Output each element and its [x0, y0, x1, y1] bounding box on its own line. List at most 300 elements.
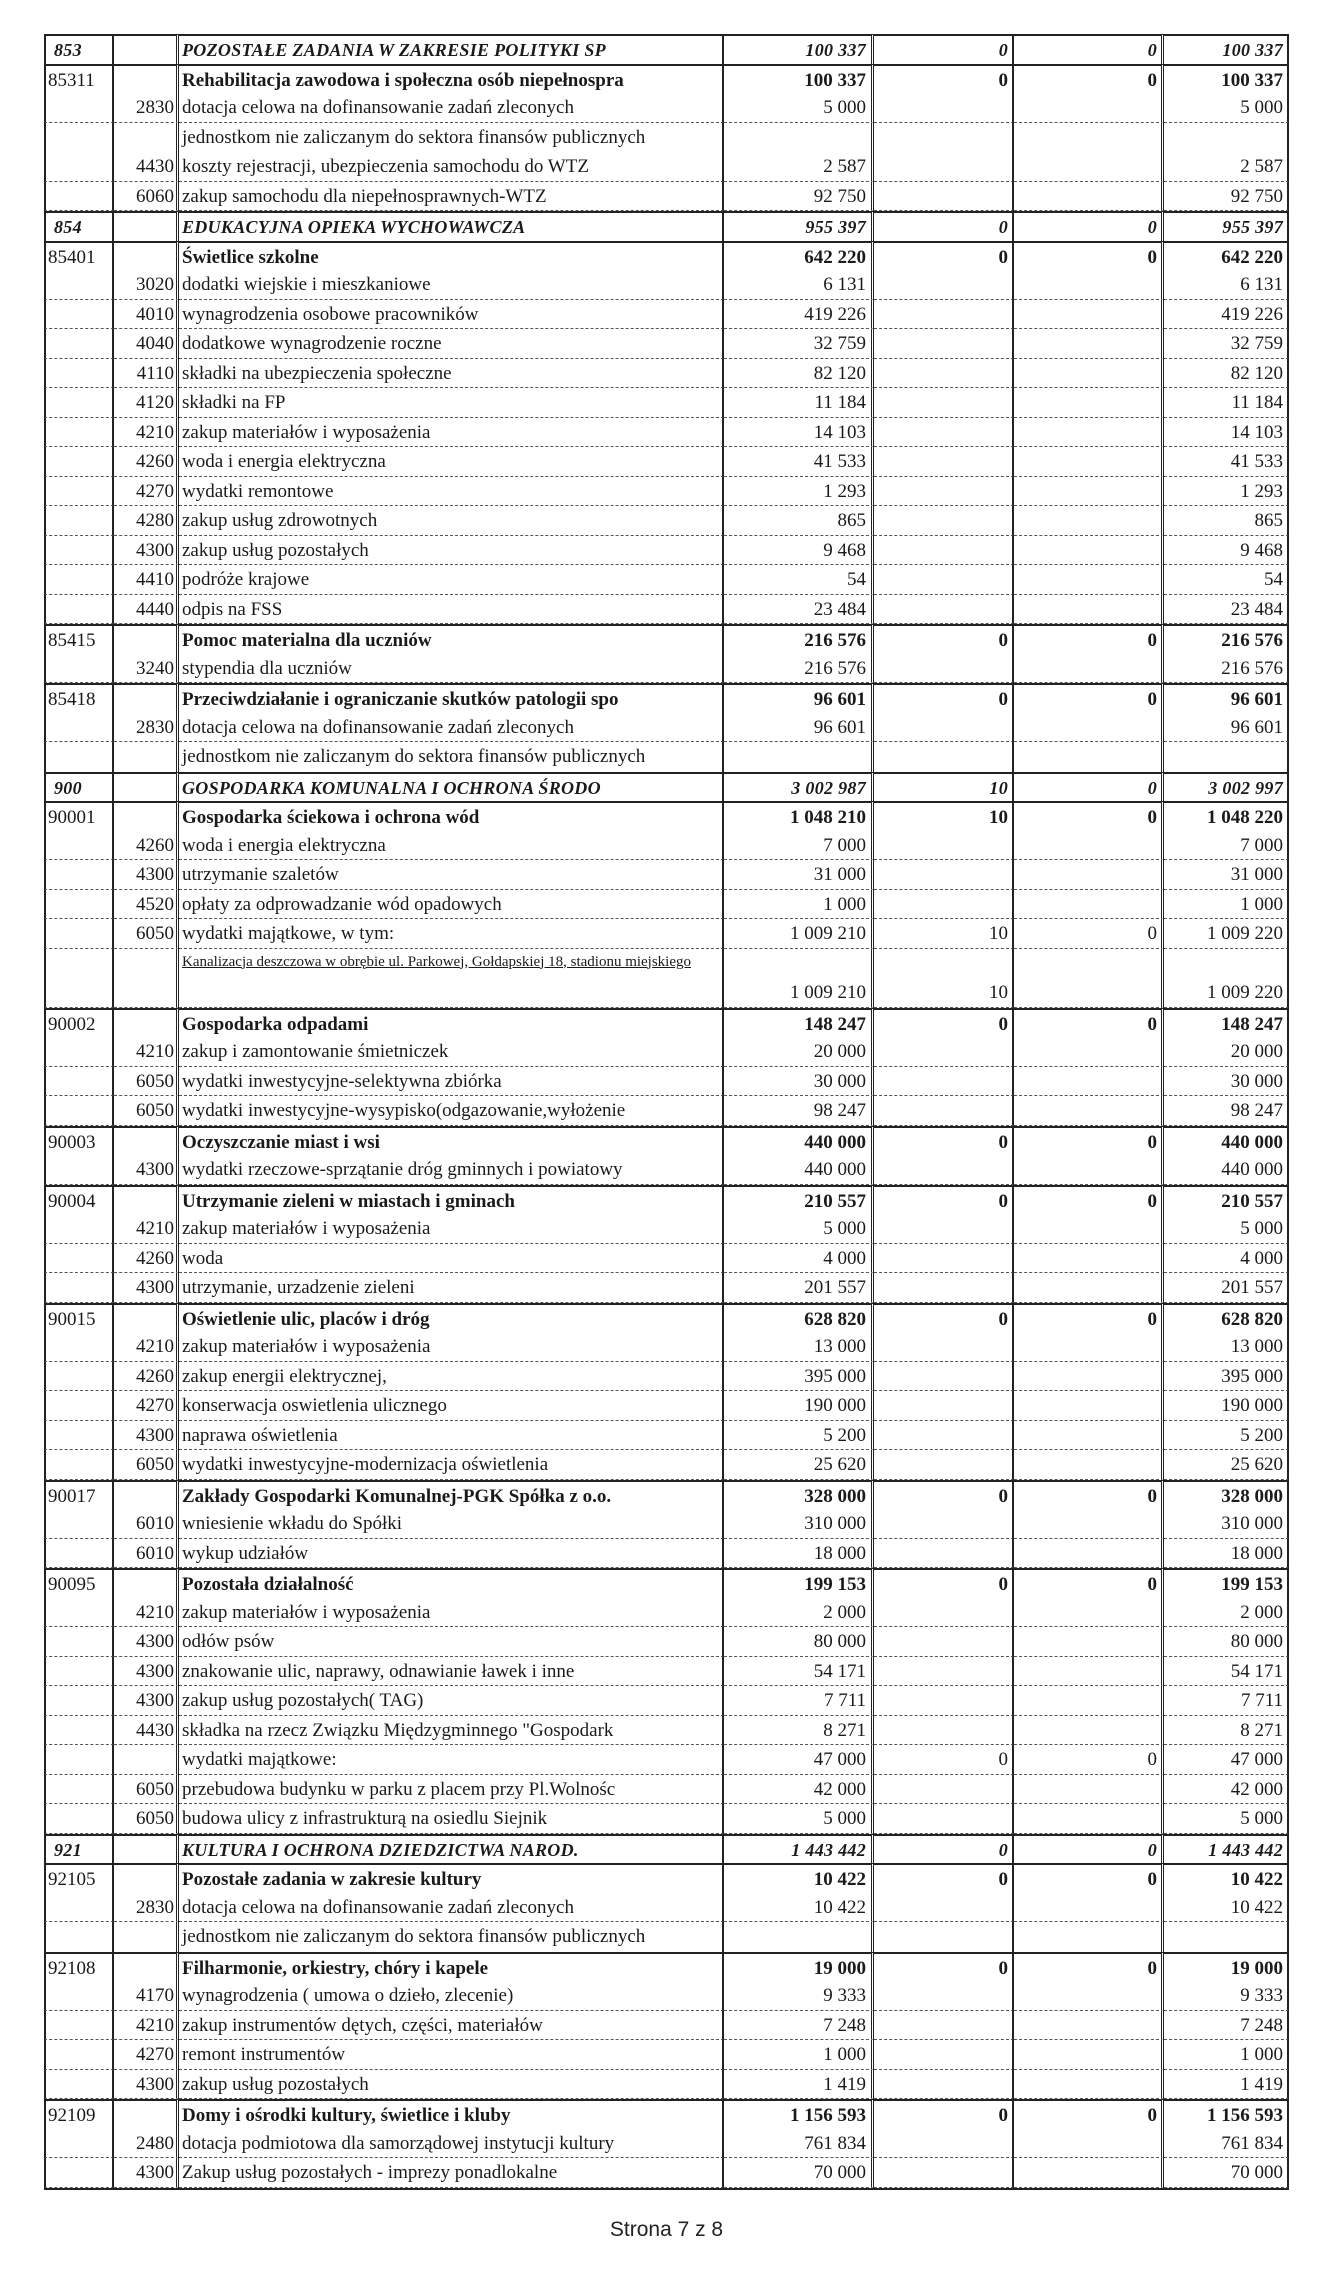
- paragraph-code: 4210: [114, 1037, 179, 1067]
- paragraph-code: 4300: [114, 1686, 179, 1716]
- increase-value: 0: [874, 1185, 1014, 1215]
- section-row: [44, 772, 1289, 802]
- plan-value: 54 171: [724, 1657, 874, 1687]
- division-code: [44, 742, 114, 772]
- decrease-value: 0: [1014, 919, 1164, 949]
- plan-value: 419 226: [724, 300, 874, 330]
- plan-value: 10 422: [724, 1863, 874, 1893]
- item-row: [44, 447, 1289, 477]
- item-description: Utrzymanie zieleni w miastach i gminach: [179, 1185, 724, 1215]
- increase-value: [874, 2158, 1014, 2188]
- increase-value: 0: [874, 1834, 1014, 1864]
- decrease-value: [1014, 506, 1164, 536]
- decrease-value: [1014, 713, 1164, 743]
- increase-value: [874, 1421, 1014, 1451]
- division-code: 90002: [44, 1008, 114, 1038]
- after-change-value: 955 397: [1164, 211, 1289, 241]
- chapter-row: [44, 1480, 1289, 1510]
- item-description: Gospodarka odpadami: [179, 1008, 724, 1038]
- division-code: [44, 329, 114, 359]
- item-description-text: jednostkom nie zaliczanym do sektora finansów publicznych: [182, 127, 651, 148]
- after-change-value: 8 271: [1164, 1716, 1289, 1746]
- plan-value: 30 000: [724, 1067, 874, 1097]
- paragraph-code: 4110: [114, 359, 179, 389]
- decrease-value: [1014, 270, 1164, 300]
- division-code: [44, 1686, 114, 1716]
- decrease-value: [1014, 1096, 1164, 1126]
- paragraph-code: [114, 34, 179, 64]
- item-description: wydatki rzeczowe-sprzątanie dróg gminnych i powiatowy: [179, 1155, 724, 1185]
- item-description: zakup samochodu dla niepełnosprawnych-WTZ: [179, 182, 724, 212]
- after-change-value: 440 000: [1164, 1155, 1289, 1185]
- decrease-value: [1014, 860, 1164, 890]
- item-description: zakup i zamontowanie śmietniczek: [179, 1037, 724, 1067]
- item-description-text: jednostkom nie zaliczanym do sektora finansów publicznych: [182, 746, 651, 767]
- division-code: [44, 359, 114, 389]
- item-description: zakup energii elektrycznej,: [179, 1362, 724, 1392]
- after-change-value: 20 000: [1164, 1037, 1289, 1067]
- item-row: [44, 1922, 1289, 1952]
- item-row: [44, 949, 1289, 1008]
- decrease-value: [1014, 447, 1164, 477]
- decrease-value: 0: [1014, 1303, 1164, 1333]
- section-row: [44, 211, 1289, 241]
- paragraph-code: [114, 683, 179, 713]
- division-code: [44, 1539, 114, 1569]
- item-description: konserwacja oswietlenia ulicznego: [179, 1391, 724, 1421]
- after-change-value: 628 820: [1164, 1303, 1289, 1333]
- after-change-value: 31 000: [1164, 860, 1289, 890]
- increase-value: [874, 1096, 1014, 1126]
- item-row: [44, 388, 1289, 418]
- item-description: GOSPODARKA KOMUNALNA I OCHRONA ŚRODO: [179, 772, 724, 802]
- division-code: [44, 1362, 114, 1392]
- decrease-value: [1014, 1214, 1164, 1244]
- page-footer: Strona 7 z 8: [609, 2218, 724, 2241]
- item-row: [44, 1539, 1289, 1569]
- plan-value: 96 601: [724, 683, 874, 713]
- after-change-value: 98 247: [1164, 1096, 1289, 1126]
- after-change-value: 1 293: [1164, 477, 1289, 507]
- paragraph-code: 4260: [114, 1244, 179, 1274]
- plan-value: 5 000: [724, 1804, 874, 1834]
- division-code: [44, 2070, 114, 2100]
- item-description: Świetlice szkolne: [179, 241, 724, 271]
- paragraph-code: 4040: [114, 329, 179, 359]
- plan-value: 5 000: [724, 93, 874, 123]
- division-code: [44, 1922, 114, 1952]
- paragraph-code: [114, 1008, 179, 1038]
- item-description: dodatkowe wynagrodzenie roczne: [179, 329, 724, 359]
- plan-value: 80 000: [724, 1627, 874, 1657]
- decrease-value: [1014, 2129, 1164, 2159]
- division-code: [44, 2011, 114, 2041]
- decrease-value: [1014, 1332, 1164, 1362]
- increase-value: [874, 1362, 1014, 1392]
- division-code: [44, 1155, 114, 1185]
- division-code: 92105: [44, 1863, 114, 1893]
- increase-value: 0: [874, 624, 1014, 654]
- division-code: [44, 831, 114, 861]
- division-code: [44, 1745, 114, 1775]
- decrease-value: 0: [1014, 1185, 1164, 1215]
- paragraph-code: 3240: [114, 654, 179, 684]
- division-code: [44, 1775, 114, 1805]
- decrease-value: [1014, 152, 1164, 182]
- decrease-value: [1014, 477, 1164, 507]
- plan-value: 14 103: [724, 418, 874, 448]
- item-row: [44, 418, 1289, 448]
- after-change-value: 70 000: [1164, 2158, 1289, 2188]
- paragraph-code: 4300: [114, 1155, 179, 1185]
- item-description: Oświetlenie ulic, placów i dróg: [179, 1303, 724, 1333]
- plan-value: 440 000: [724, 1126, 874, 1156]
- after-change-value: 13 000: [1164, 1332, 1289, 1362]
- item-description: naprawa oświetlenia: [179, 1421, 724, 1451]
- plan-value: 10 422: [724, 1893, 874, 1923]
- division-code: 85311: [44, 64, 114, 94]
- decrease-value: [1014, 1981, 1164, 2011]
- decrease-value: [1014, 1509, 1164, 1539]
- item-description: stypendia dla uczniów: [179, 654, 724, 684]
- division-code: 90001: [44, 801, 114, 831]
- plan-value: 2 000: [724, 1598, 874, 1628]
- item-row: [44, 1598, 1289, 1628]
- increase-value: [874, 1067, 1014, 1097]
- decrease-value: [1014, 1716, 1164, 1746]
- decrease-value: [1014, 595, 1164, 625]
- plan-value: 100 337: [724, 64, 874, 94]
- decrease-value: 0: [1014, 64, 1164, 94]
- plan-value: 1 156 593: [724, 2099, 874, 2129]
- after-change-value: 54: [1164, 565, 1289, 595]
- plan-value: 8 271: [724, 1716, 874, 1746]
- increase-value: [874, 1922, 1014, 1952]
- item-description: utrzymanie, urzadzenie zieleni: [179, 1273, 724, 1303]
- decrease-value: 0: [1014, 1008, 1164, 1038]
- decrease-value: [1014, 949, 1164, 1008]
- increase-value: 0: [874, 683, 1014, 713]
- plan-value: 2 587: [724, 152, 874, 182]
- chapter-row: [44, 241, 1289, 271]
- increase-value: [874, 654, 1014, 684]
- item-description: składka na rzecz Związku Międzygminnego "Gospodark: [179, 1716, 724, 1746]
- item-description: utrzymanie szaletów: [179, 860, 724, 890]
- increase-value: [874, 595, 1014, 625]
- paragraph-code: [114, 241, 179, 271]
- decrease-value: [1014, 418, 1164, 448]
- paragraph-code: 4270: [114, 477, 179, 507]
- plan-value: 440 000: [724, 1155, 874, 1185]
- plan-value: 628 820: [724, 1303, 874, 1333]
- item-description: zakup materiałów i wyposażenia: [179, 1214, 724, 1244]
- paragraph-code: 4270: [114, 2040, 179, 2070]
- plan-value: 1 048 210: [724, 801, 874, 831]
- item-row: [44, 1657, 1289, 1687]
- increase-value: [874, 152, 1014, 182]
- item-row: [44, 713, 1289, 743]
- item-description-text: jednostkom nie zaliczanym do sektora finansów publicznych: [182, 1926, 651, 1947]
- paragraph-code: [114, 801, 179, 831]
- item-description: dotacja podmiotowa dla samorządowej instytucji kultury: [179, 2129, 724, 2159]
- paragraph-code: 4210: [114, 1332, 179, 1362]
- division-code: [44, 536, 114, 566]
- item-row: [44, 1155, 1289, 1185]
- decrease-value: [1014, 1804, 1164, 1834]
- chapter-row: [44, 1185, 1289, 1215]
- increase-value: 0: [874, 1863, 1014, 1893]
- item-description: zakup materiałów i wyposażenia: [179, 418, 724, 448]
- paragraph-code: [114, 624, 179, 654]
- item-description: EDUKACYJNA OPIEKA WYCHOWAWCZA: [179, 211, 724, 241]
- item-row: [44, 1037, 1289, 1067]
- item-description: [179, 742, 724, 772]
- decrease-value: [1014, 1421, 1164, 1451]
- plan-value: 5 000: [724, 1214, 874, 1244]
- decrease-value: 0: [1014, 1126, 1164, 1156]
- division-code: 85401: [44, 241, 114, 271]
- decrease-value: [1014, 1893, 1164, 1923]
- increase-value: [874, 1598, 1014, 1628]
- item-row: [44, 860, 1289, 890]
- after-change-value: 1 048 220: [1164, 801, 1289, 831]
- after-change-value: 47 000: [1164, 1745, 1289, 1775]
- after-change-value: 7 000: [1164, 831, 1289, 861]
- after-change-value: 2 000: [1164, 1598, 1289, 1628]
- after-change-value: 80 000: [1164, 1627, 1289, 1657]
- plan-value: 98 247: [724, 1096, 874, 1126]
- division-code: 90004: [44, 1185, 114, 1215]
- item-description: zakup usług pozostałych: [179, 2070, 724, 2100]
- after-change-value: [1164, 123, 1289, 153]
- after-change-value: 11 184: [1164, 388, 1289, 418]
- item-row: [44, 1745, 1289, 1775]
- plan-value: 395 000: [724, 1362, 874, 1392]
- increase-value: [874, 477, 1014, 507]
- plan-value: 70 000: [724, 2158, 874, 2188]
- paragraph-code: 2830: [114, 93, 179, 123]
- chapter-row: [44, 1568, 1289, 1598]
- increase-value: [874, 1981, 1014, 2011]
- decrease-value: [1014, 388, 1164, 418]
- item-row: [44, 1509, 1289, 1539]
- division-code: [44, 1391, 114, 1421]
- after-change-value: 3 002 997: [1164, 772, 1289, 802]
- plan-value: 328 000: [724, 1480, 874, 1510]
- decrease-value: [1014, 1627, 1164, 1657]
- item-description: budowa ulicy z infrastrukturą na osiedlu Siejnik: [179, 1804, 724, 1834]
- plan-value: 1 000: [724, 2040, 874, 2070]
- chapter-row: [44, 1863, 1289, 1893]
- increase-value: 10: [874, 919, 1014, 949]
- increase-value: [874, 1037, 1014, 1067]
- decrease-value: [1014, 93, 1164, 123]
- decrease-value: 0: [1014, 1480, 1164, 1510]
- item-description: Rehabilitacja zawodowa i społeczna osób niepełnospra: [179, 64, 724, 94]
- item-description: koszty rejestracji, ubezpieczenia samochodu do WTZ: [179, 152, 724, 182]
- increase-value: [874, 1244, 1014, 1274]
- chapter-row: [44, 2099, 1289, 2129]
- increase-value: [874, 565, 1014, 595]
- decrease-value: 0: [1014, 624, 1164, 654]
- paragraph-code: 4010: [114, 300, 179, 330]
- division-code: [44, 1037, 114, 1067]
- decrease-value: [1014, 1775, 1164, 1805]
- item-description: znakowanie ulic, naprawy, odnawianie ławek i inne: [179, 1657, 724, 1687]
- decrease-value: [1014, 1598, 1164, 1628]
- plan-value: 23 484: [724, 595, 874, 625]
- division-code: 854: [44, 211, 114, 241]
- paragraph-code: 4260: [114, 447, 179, 477]
- division-code: 921: [44, 1834, 114, 1864]
- chapter-row: [44, 801, 1289, 831]
- plan-value: 96 601: [724, 713, 874, 743]
- paragraph-code: [114, 1863, 179, 1893]
- increase-value: 0: [874, 1126, 1014, 1156]
- paragraph-code: [114, 1568, 179, 1598]
- increase-value: [874, 1804, 1014, 1834]
- paragraph-code: [114, 742, 179, 772]
- item-row: [44, 654, 1289, 684]
- after-change-value: 10 422: [1164, 1863, 1289, 1893]
- increase-value: [874, 418, 1014, 448]
- item-description: woda: [179, 1244, 724, 1274]
- increase-value: [874, 1391, 1014, 1421]
- division-code: [44, 1332, 114, 1362]
- after-change-value: 1 009 220: [1164, 949, 1289, 1008]
- plan-value: 9 333: [724, 1981, 874, 2011]
- paragraph-code: 4210: [114, 418, 179, 448]
- item-row: [44, 1450, 1289, 1480]
- division-code: 92108: [44, 1952, 114, 1982]
- paragraph-code: [114, 1480, 179, 1510]
- decrease-value: [1014, 565, 1164, 595]
- plan-value: [724, 742, 874, 772]
- plan-value: 82 120: [724, 359, 874, 389]
- paragraph-code: 4270: [114, 1391, 179, 1421]
- division-code: [44, 1981, 114, 2011]
- division-code: [44, 152, 114, 182]
- item-description: wydatki inwestycyjne-modernizacja oświetlenia: [179, 1450, 724, 1480]
- after-change-value: 216 576: [1164, 654, 1289, 684]
- decrease-value: [1014, 742, 1164, 772]
- plan-value: 54: [724, 565, 874, 595]
- plan-value: 41 533: [724, 447, 874, 477]
- division-code: [44, 447, 114, 477]
- after-change-value: 310 000: [1164, 1509, 1289, 1539]
- division-code: [44, 860, 114, 890]
- plan-value: 1 000: [724, 890, 874, 920]
- plan-value: 3 002 987: [724, 772, 874, 802]
- item-row: [44, 1981, 1289, 2011]
- plan-value: 7 248: [724, 2011, 874, 2041]
- item-description: przebudowa budynku w parku z placem przy Pl.Wolnośc: [179, 1775, 724, 1805]
- item-description: Filharmonie, orkiestry, chóry i kapele: [179, 1952, 724, 1982]
- decrease-value: [1014, 2011, 1164, 2041]
- decrease-value: [1014, 182, 1164, 212]
- plan-value: 13 000: [724, 1332, 874, 1362]
- paragraph-code: [114, 1834, 179, 1864]
- paragraph-code: [114, 1952, 179, 1982]
- division-code: [44, 2129, 114, 2159]
- plan-value: 92 750: [724, 182, 874, 212]
- paragraph-code: 4260: [114, 1362, 179, 1392]
- item-description: składki na ubezpieczenia społeczne: [179, 359, 724, 389]
- division-code: 90003: [44, 1126, 114, 1156]
- increase-value: [874, 300, 1014, 330]
- item-description: Pozostałe zadania w zakresie kultury: [179, 1863, 724, 1893]
- item-description: wydatki remontowe: [179, 477, 724, 507]
- after-change-value: 7 248: [1164, 2011, 1289, 2041]
- plan-value: 201 557: [724, 1273, 874, 1303]
- paragraph-code: [114, 211, 179, 241]
- plan-value: 761 834: [724, 2129, 874, 2159]
- plan-value: 25 620: [724, 1450, 874, 1480]
- after-change-value: 865: [1164, 506, 1289, 536]
- division-code: 85415: [44, 624, 114, 654]
- increase-value: [874, 860, 1014, 890]
- paragraph-code: [114, 1126, 179, 1156]
- division-code: 90017: [44, 1480, 114, 1510]
- decrease-value: [1014, 1391, 1164, 1421]
- decrease-value: [1014, 1037, 1164, 1067]
- division-code: [44, 1598, 114, 1628]
- division-code: [44, 2158, 114, 2188]
- item-row: [44, 93, 1289, 123]
- division-code: [44, 1421, 114, 1451]
- increase-value: [874, 1627, 1014, 1657]
- division-code: [44, 2040, 114, 2070]
- decrease-value: 0: [1014, 1568, 1164, 1598]
- division-code: [44, 1096, 114, 1126]
- increase-value: [874, 2070, 1014, 2100]
- paragraph-code: 6010: [114, 1539, 179, 1569]
- after-change-value: 1 000: [1164, 2040, 1289, 2070]
- item-description: Pozostała działalność: [179, 1568, 724, 1598]
- plan-value: 1 443 442: [724, 1834, 874, 1864]
- paragraph-code: 2480: [114, 2129, 179, 2159]
- item-description: wydatki majątkowe:: [179, 1745, 724, 1775]
- paragraph-code: 4300: [114, 2070, 179, 2100]
- increase-value: [874, 1539, 1014, 1569]
- item-row: [44, 2158, 1289, 2188]
- decrease-value: 0: [1014, 1952, 1164, 1982]
- after-change-value: 54 171: [1164, 1657, 1289, 1687]
- after-change-value: 328 000: [1164, 1480, 1289, 1510]
- increase-value: [874, 1775, 1014, 1805]
- item-row: [44, 2070, 1289, 2100]
- decrease-value: 0: [1014, 801, 1164, 831]
- item-row: [44, 300, 1289, 330]
- after-change-value: 82 120: [1164, 359, 1289, 389]
- plan-value: [724, 1922, 874, 1952]
- division-code: [44, 123, 114, 153]
- decrease-value: [1014, 1362, 1164, 1392]
- after-change-value: 9 333: [1164, 1981, 1289, 2011]
- item-row: [44, 182, 1289, 212]
- paragraph-code: [114, 1303, 179, 1333]
- division-code: 90095: [44, 1568, 114, 1598]
- plan-value: 642 220: [724, 241, 874, 271]
- increase-value: [874, 1332, 1014, 1362]
- after-change-value: 1 419: [1164, 2070, 1289, 2100]
- item-row: [44, 595, 1289, 625]
- chapter-row: [44, 1303, 1289, 1333]
- after-change-value: 1 009 220: [1164, 919, 1289, 949]
- item-description: Gospodarka ściekowa i ochrona wód: [179, 801, 724, 831]
- after-change-value: 148 247: [1164, 1008, 1289, 1038]
- item-description: zakup usług zdrowotnych: [179, 506, 724, 536]
